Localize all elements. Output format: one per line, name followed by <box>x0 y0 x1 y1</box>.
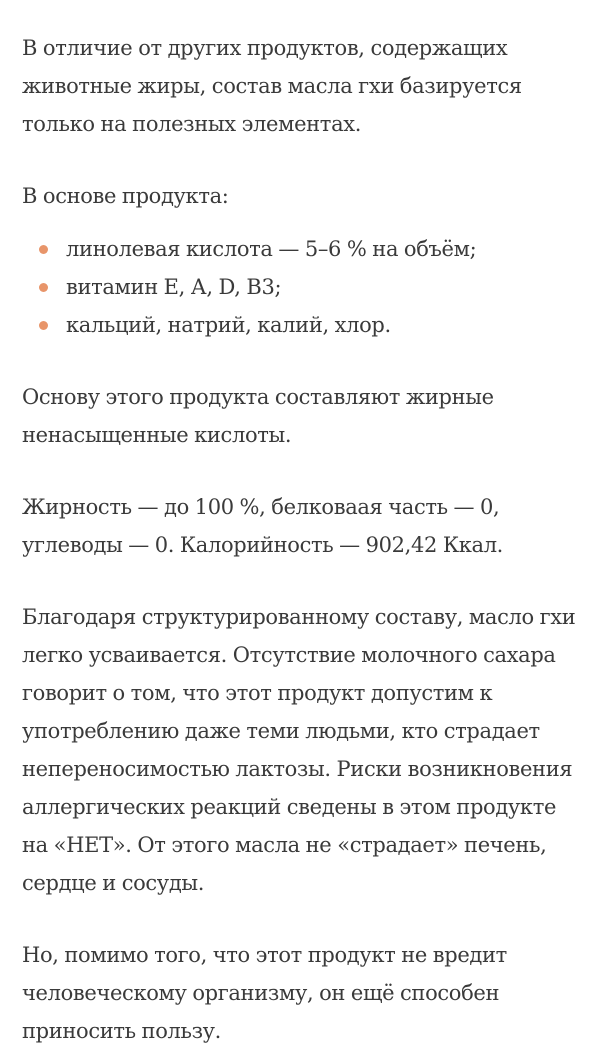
list-item-text: линолевая кислота — 5–6 % на объём; <box>66 237 477 261</box>
composition-list <box>22 230 580 344</box>
bullet-icon <box>39 321 48 330</box>
bullet-icon <box>39 245 48 254</box>
paragraph-composition-heading: В основе продукта: <box>22 184 229 208</box>
paragraph-intro: В отличие от других продуктов, содержащих животные жиры, состав масла гхи базируется только на полезных элементах. <box>22 36 522 136</box>
list-item-text: кальций, натрий, калий, хлор. <box>66 313 391 337</box>
list-item <box>22 306 580 344</box>
list-item <box>22 230 580 268</box>
list-item-text: витамин Е, А, D, В3; <box>66 275 282 299</box>
list-item <box>22 268 580 306</box>
paragraph-nutrition: Жирность — до 100 %, белковаая часть — 0, углеводы — 0. Калорийность — 902,42 Ккал. <box>22 495 504 557</box>
bullet-icon <box>39 283 48 292</box>
paragraph-fats: Основу этого продукта составляют жирные ненасыщенные кислоты. <box>22 385 494 447</box>
paragraph-digestion: Благодаря структурированному составу, масло гхи легко усваивается. Отсутствие молочного сахара говорит о том, что этот продукт допустим к употреблению даже теми людьми, кто страдает непереносимостью лактозы. Риски возникновения аллергических реакций сведены в этом продукте на «НЕТ». От этого масла не «страдает» печень, сердце и сосуды. <box>22 605 576 895</box>
paragraph-benefit: Но, помимо того, что этот продукт не вредит человеческому организму, он ещё способен приносить пользу. <box>22 943 507 1043</box>
